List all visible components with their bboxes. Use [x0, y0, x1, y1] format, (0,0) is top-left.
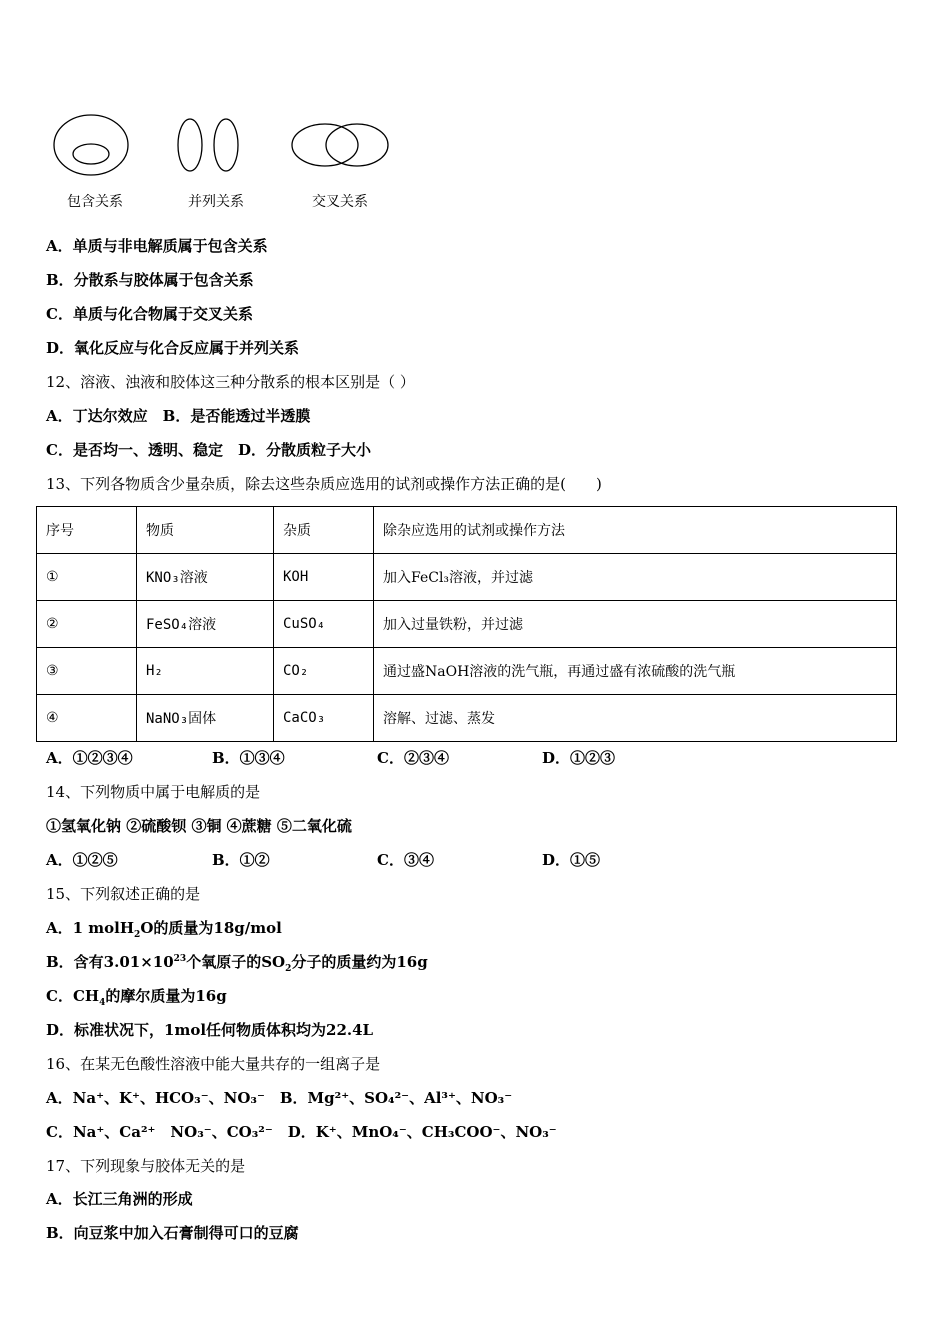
header-cell: 序号 — [37, 507, 137, 554]
q13-option-d: D．①②③ — [542, 749, 616, 767]
q13-option-b: B．①③④ — [212, 749, 285, 767]
impurity-cell: KOH — [274, 554, 374, 601]
substance-cell: KNO₃溶液 — [137, 554, 274, 601]
intersection-label: 交叉关系 — [312, 194, 368, 210]
q11-option-d: D．氧化反应与化合反应属于并列关系 — [46, 339, 300, 357]
q17-option-b: B．向豆浆中加入石膏制得可口的豆腐 — [46, 1224, 299, 1242]
inclusion-diagram — [54, 115, 128, 175]
q14-items: ①氢氧化钠 ②硫酸钡 ③铜 ④蔗糖 ⑤二氧化硫 — [46, 817, 352, 835]
table-row — [37, 695, 897, 742]
q13-stem: 13、下列各物质含少量杂质，除去这些杂质应选用的试剂或操作方法正确的是( ) — [46, 475, 602, 493]
substance-cell: NaNO₃固体 — [137, 695, 274, 742]
header-cell: 物质 — [137, 507, 274, 554]
substance-cell: FeSO₄溶液 — [137, 601, 274, 648]
q15-c-text-end: 的摩尔质量为16g — [105, 987, 227, 1005]
q12-options-cd: C．是否均一、透明、稳定 D．分散质粒子大小 — [46, 441, 371, 459]
row-number: ① — [37, 554, 137, 601]
substance-cell: H₂ — [137, 648, 274, 695]
q14-option-d: D．①⑤ — [542, 851, 601, 869]
q15-option-a — [46, 917, 282, 940]
q15-a-text-end: O的质量为18g/mol — [140, 919, 282, 937]
q16-options-cd: C．Na⁺、Ca²⁺ NO₃⁻、CO₃²⁻ D．K⁺、MnO₄⁻、CH₃COO⁻、NO₃⁻ — [46, 1123, 557, 1141]
q17-option-a: A．长江三角洲的形成 — [46, 1190, 193, 1208]
q14-option-c: C．③④ — [377, 851, 434, 869]
q13-option-a: A．①②③④ — [46, 749, 133, 767]
q15-c-sub: 4 — [99, 998, 106, 1008]
q15-option-d: D．标准状况下，1mol任何物质体积均为22.4L — [46, 1021, 374, 1039]
impurity-cell: CO₂ — [274, 648, 374, 695]
parallel-label: 并列关系 — [188, 194, 244, 210]
q15-a-sub: 2 — [134, 930, 141, 940]
q15-option-b — [46, 951, 428, 974]
table-header-row — [37, 507, 897, 554]
q14-option-b: B．①② — [212, 851, 270, 869]
intersection-diagram — [292, 124, 388, 166]
q15-b-sub: 2 — [285, 964, 292, 974]
impurity-cell: CaCO₃ — [274, 695, 374, 742]
q15-option-c — [46, 985, 227, 1008]
row-number: ③ — [37, 648, 137, 695]
q17-stem: 17、下列现象与胶体无关的是 — [46, 1157, 246, 1175]
q15-b-sup: 23 — [173, 954, 187, 964]
row-number: ② — [37, 601, 137, 648]
q15-b-text-end: 分子的质量约为16g — [291, 953, 428, 971]
q15-b-text: B．含有3.01×10 — [46, 953, 174, 971]
q15-stem: 15、下列叙述正确的是 — [46, 885, 201, 903]
table-row — [37, 648, 897, 695]
method-cell: 溶解、过滤、蒸发 — [374, 695, 897, 742]
method-cell: 通过盛NaOH溶液的洗气瓶，再通过盛有浓硫酸的洗气瓶 — [374, 648, 897, 695]
parallel-diagram — [178, 119, 238, 171]
q14-stem: 14、下列物质中属于电解质的是 — [46, 783, 261, 801]
q15-c-text: C．CH — [46, 987, 100, 1005]
q15-a-text: A．1 molH — [46, 919, 135, 937]
row-number: ④ — [37, 695, 137, 742]
q14-option-a: A．①②⑤ — [46, 851, 118, 869]
method-cell: 加入过量铁粉，并过滤 — [374, 601, 897, 648]
header-cell: 杂质 — [274, 507, 374, 554]
q12-stem: 12、溶液、浊液和胶体这三种分散系的根本区别是（ ） — [46, 373, 415, 391]
q13-table — [36, 506, 897, 742]
q16-stem: 16、在某无色酸性溶液中能大量共存的一组离子是 — [46, 1055, 381, 1073]
q13-option-c: C．②③④ — [377, 749, 449, 767]
q12-options-ab: A．丁达尔效应 B．是否能透过半透膜 — [46, 407, 311, 425]
q16-options-ab: A．Na⁺、K⁺、HCO₃⁻、NO₃⁻ B．Mg²⁺、SO₄²⁻、Al³⁺、NO₃⁻ — [46, 1089, 513, 1107]
method-cell: 加入FeCl₃溶液，并过滤 — [374, 554, 897, 601]
q15-b-text-mid: 个氧原子的SO — [186, 953, 286, 971]
impurity-cell: CuSO₄ — [274, 601, 374, 648]
table-row — [37, 554, 897, 601]
table-row — [37, 601, 897, 648]
header-cell: 除杂应选用的试剂或操作方法 — [374, 507, 897, 554]
q11-option-a: A．单质与非电解质属于包含关系 — [46, 237, 268, 255]
q11-option-b: B．分散系与胶体属于包含关系 — [46, 271, 254, 289]
inclusion-label: 包含关系 — [67, 194, 123, 210]
q11-option-c: C．单质与化合物属于交叉关系 — [46, 305, 253, 323]
